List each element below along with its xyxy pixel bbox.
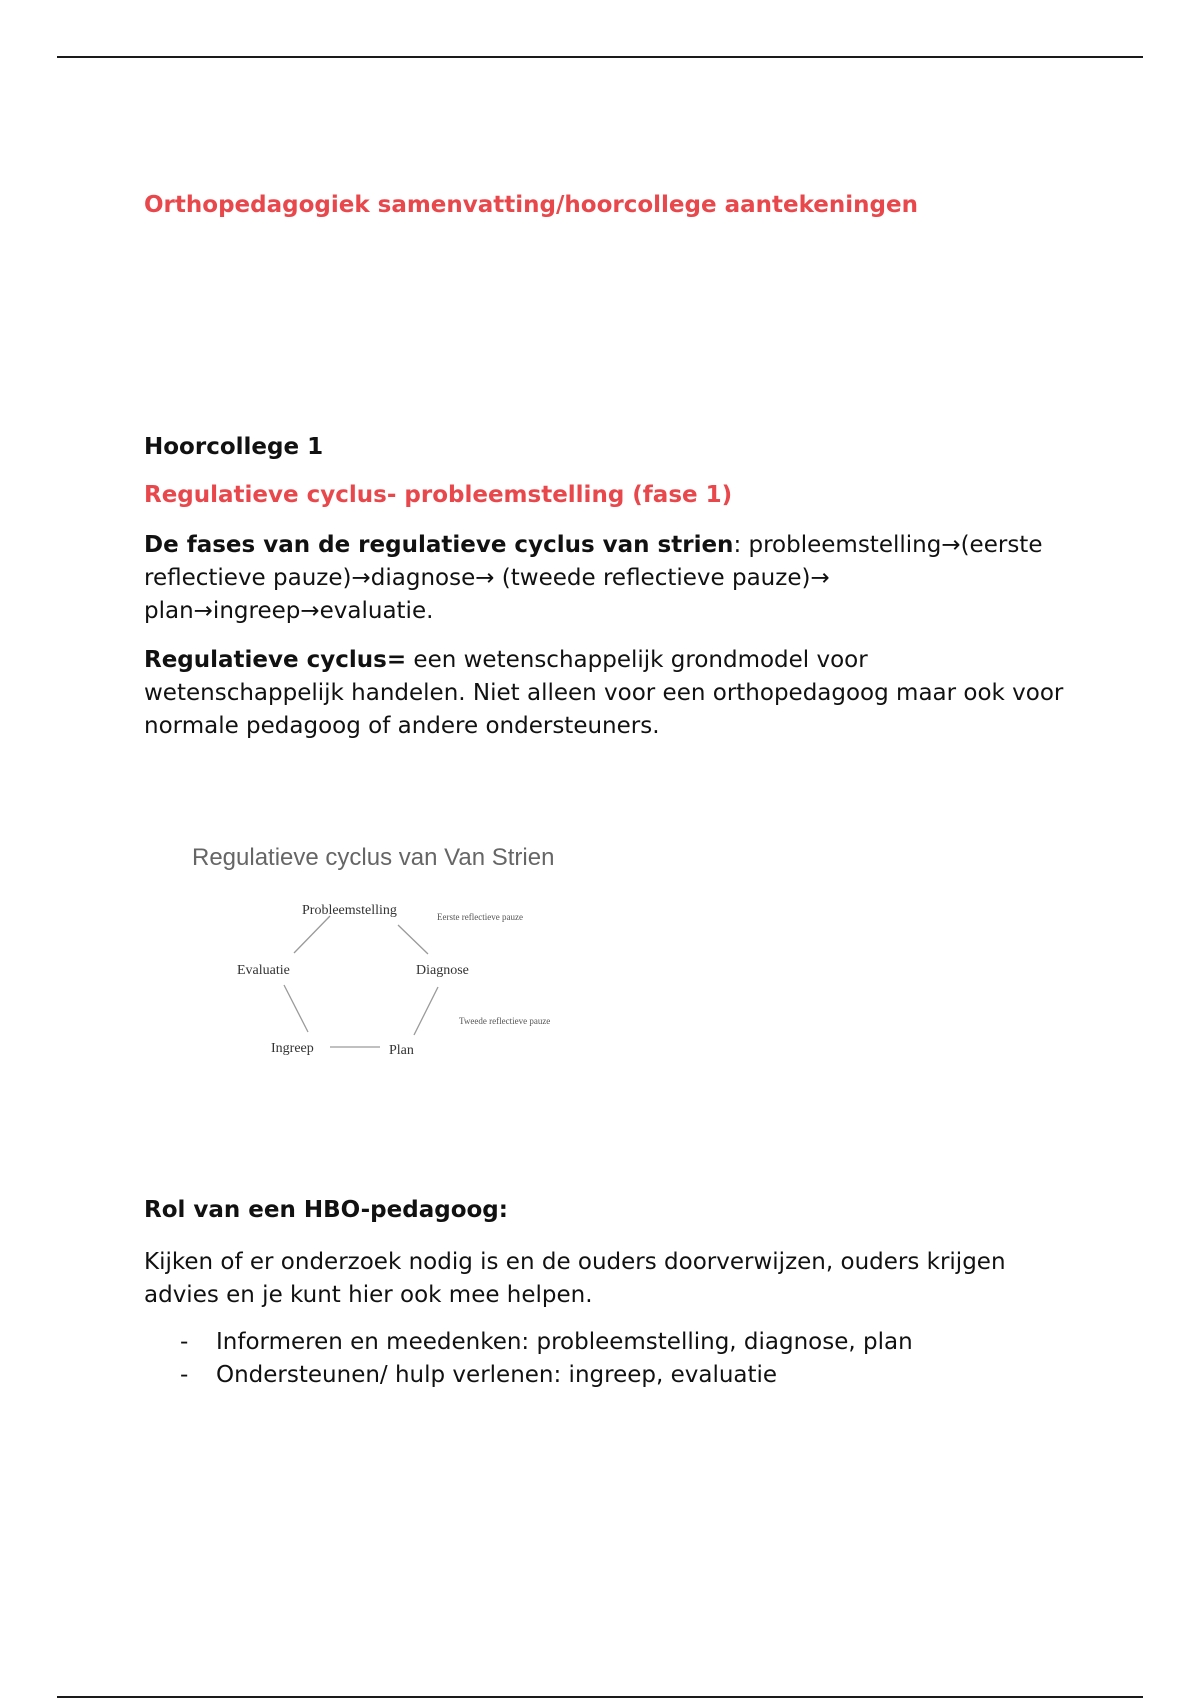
section-heading: Regulatieve cyclus- probleemstelling (fase 1): [144, 482, 733, 508]
list-item-text: Ondersteunen/ hulp verlenen: ingreep, evaluatie: [216, 1362, 778, 1388]
node-plan: Plan: [389, 1043, 414, 1058]
role-heading: Rol van een HBO-pedagoog:: [144, 1197, 508, 1223]
phases-colon: :: [733, 532, 742, 558]
node-evaluatie: Evaluatie: [237, 963, 290, 978]
edge-ingreep-evaluatie: [284, 985, 308, 1032]
header-rule: [57, 56, 1143, 58]
annotation-first-pause: Eerste reflectieve pauze: [437, 912, 523, 922]
phases-label: De fases van de regulatieve cyclus van strien: [144, 532, 734, 558]
edge-probleemstelling-diagnose: [398, 925, 428, 954]
bullet-dash: -: [180, 1329, 189, 1355]
document-title: Orthopedagogiek samenvatting/hoorcollege aantekeningen: [144, 192, 918, 218]
edge-evaluatie-probleemstelling: [294, 916, 330, 953]
node-ingreep: Ingreep: [271, 1041, 314, 1056]
node-diagnose: Diagnose: [416, 963, 469, 978]
annotation-second-pause: Tweede reflectieve pauze: [459, 1016, 551, 1026]
list-item: [144, 1359, 913, 1392]
footer-rule: [57, 1696, 1143, 1698]
edge-diagnose-plan: [414, 987, 438, 1035]
bullet-dash: -: [180, 1362, 189, 1388]
cycle-diagram: [190, 835, 590, 1065]
phases-text: probleemstelling→(eerste reflectieve pauze)→diagnose→ (tweede reflectieve pauze)→ plan→ingreep→evaluatie.: [144, 532, 1043, 624]
regulative-cycle-figure: [190, 835, 590, 1065]
list-item: [144, 1326, 913, 1359]
node-probleemstelling: Probleemstelling: [302, 903, 397, 918]
phases-paragraph: [144, 529, 1064, 628]
definition-paragraph: [144, 644, 1064, 743]
role-bullet-list: [144, 1326, 913, 1392]
definition-label: Regulatieve cyclus=: [144, 647, 407, 673]
lecture-heading: Hoorcollege 1: [144, 434, 324, 460]
list-item-text: Informeren en meedenken: probleemstelling, diagnose, plan: [216, 1329, 913, 1355]
role-paragraph: Kijken of er onderzoek nodig is en de ouders doorverwijzen, ouders krijgen advies en je kunt hier ook mee helpen.: [144, 1249, 1006, 1308]
definition-text: een wetenschappelijk grondmodel voor wetenschappelijk handelen. Niet alleen voor een orthopedagoog maar ook voor normale pedagoog of andere ondersteuners.: [144, 647, 1064, 739]
diagram-title: Regulatieve cyclus van Van Strien: [192, 844, 555, 871]
